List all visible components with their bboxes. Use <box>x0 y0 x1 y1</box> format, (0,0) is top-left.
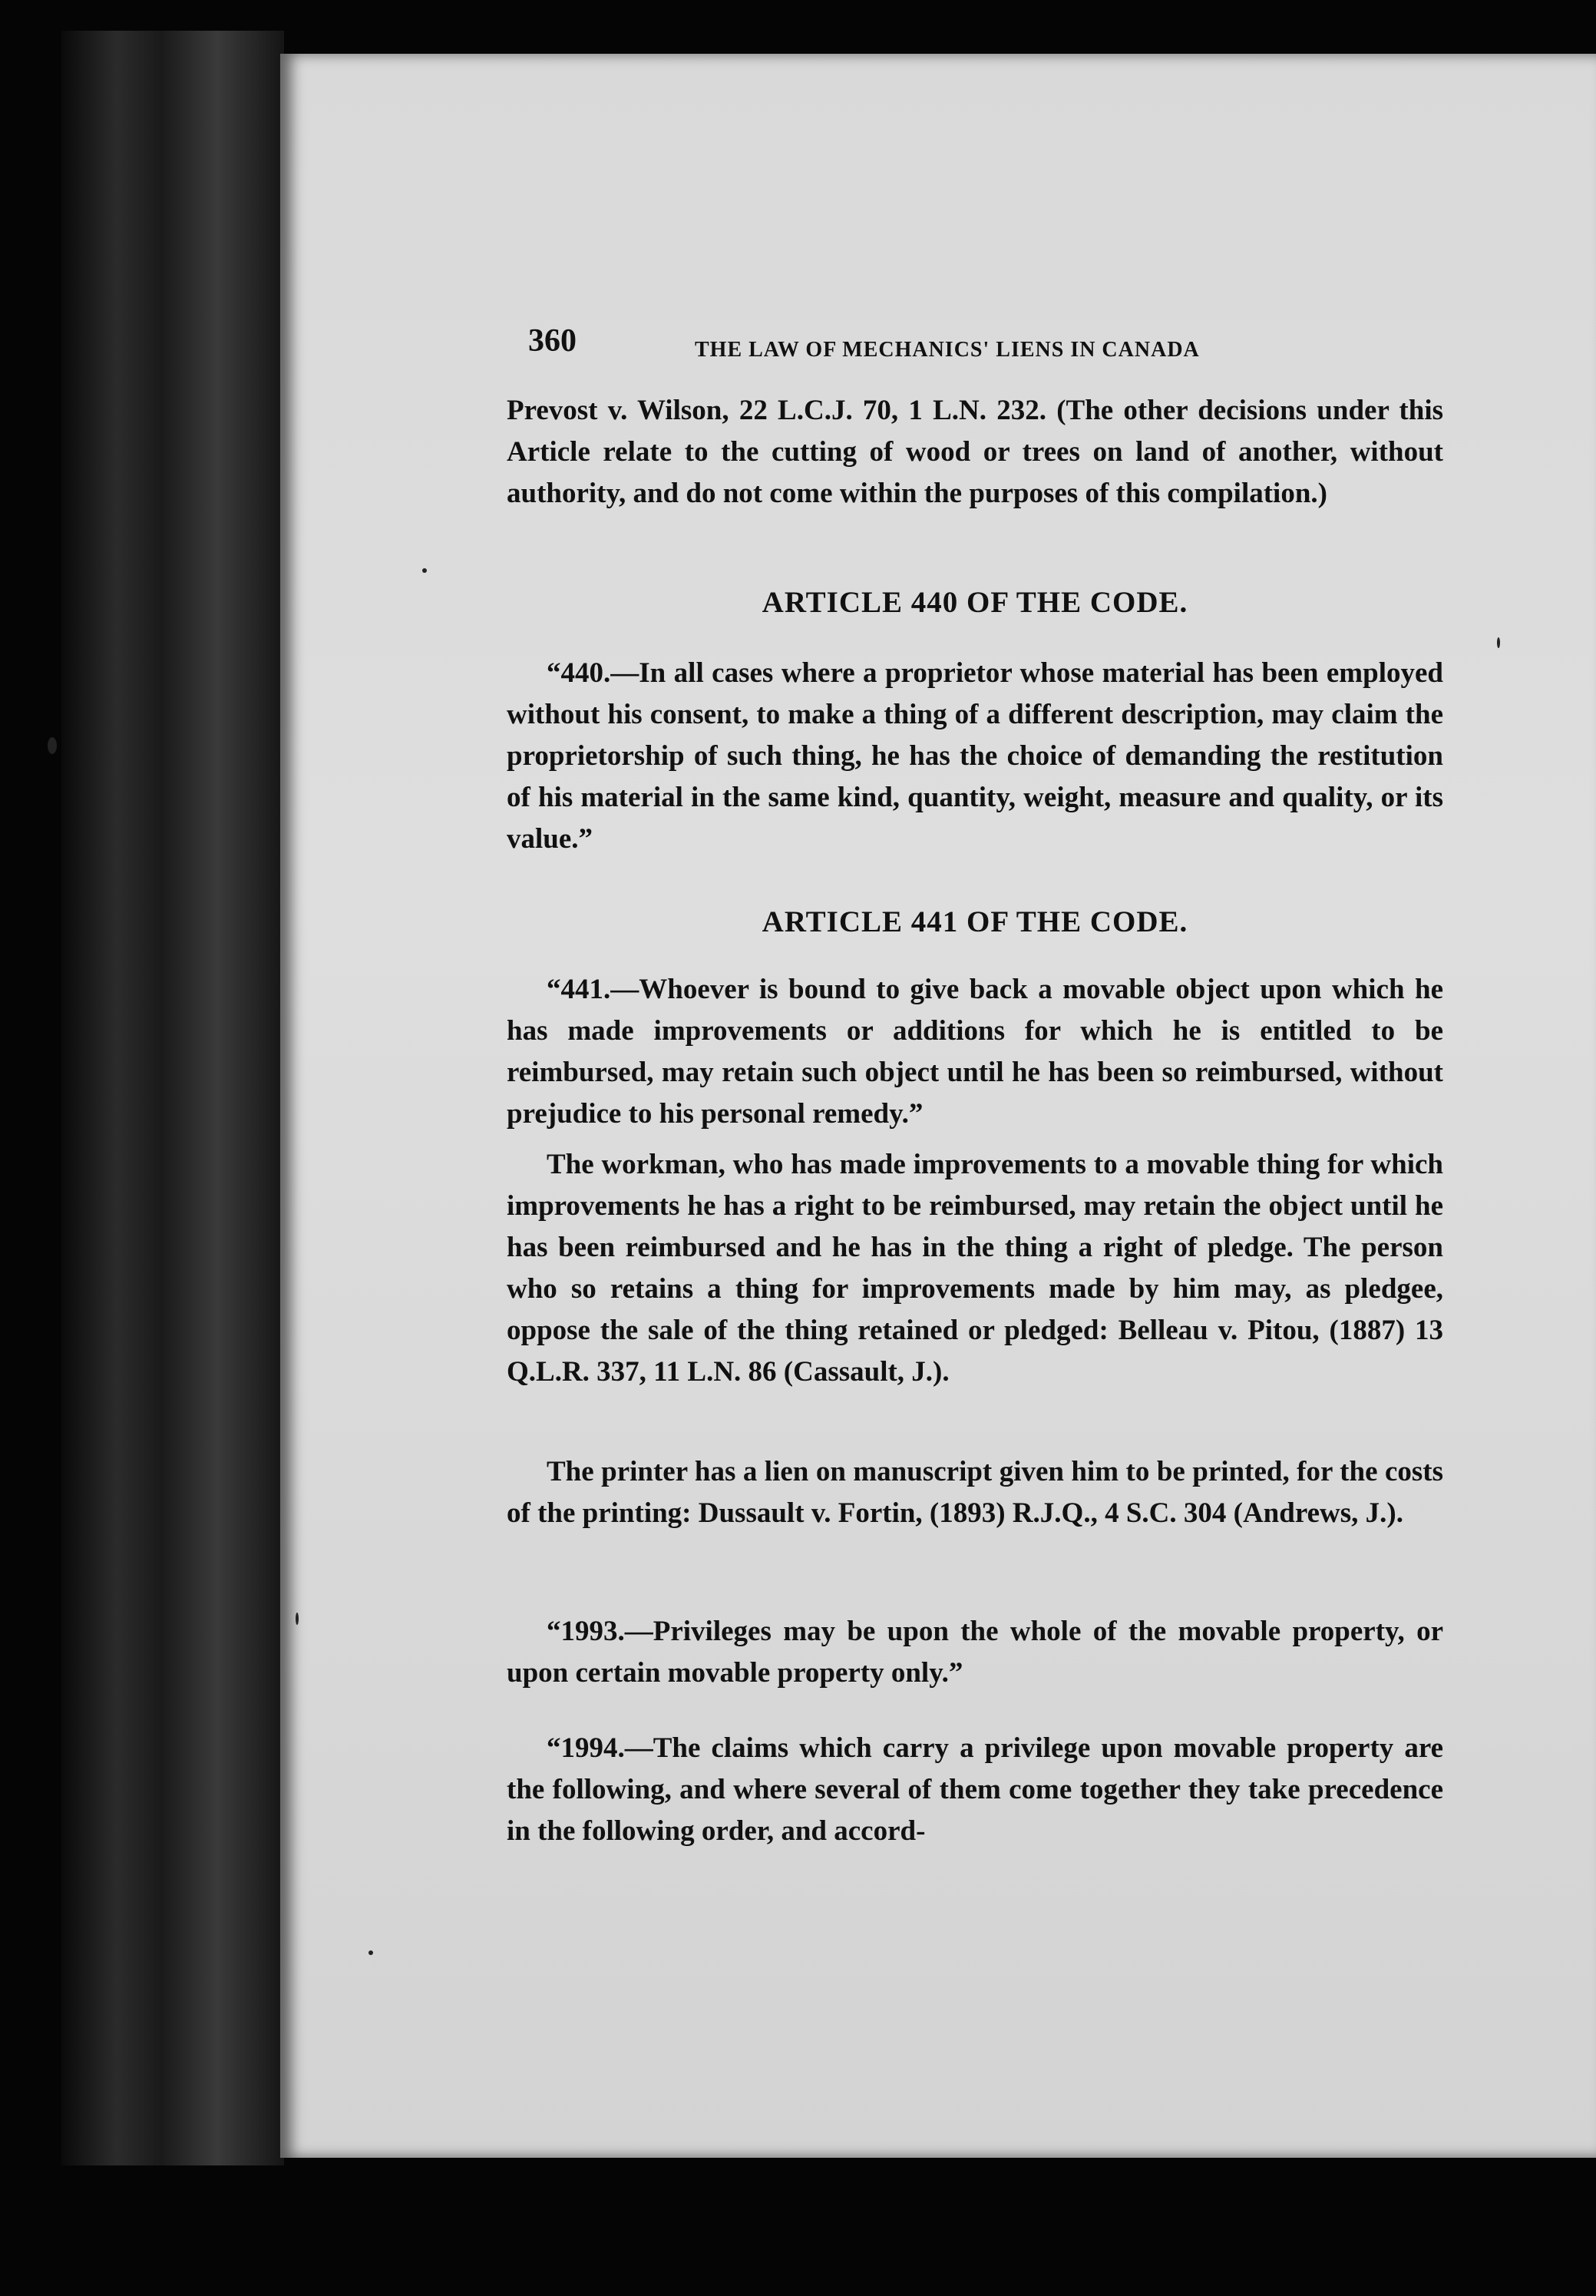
paragraph-workman-pledge: The workman, who has made improvements to a movable thing for which improvements he has a right to be reimbursed, may retain the object until he has been reimbursed and he has in the thing a right of pledge. The person who so retains a thing for improvements made by him may, as pledgee, oppose the sale of the thing retained or pledged: Belleau v. Pitou, (1887) 13 Q.L.R. 337, 11 L.N. 86 (Cassault, J.). <box>507 1149 1443 1388</box>
paragraph-prevost-wilson: Prevost v. Wilson, 22 L.C.J. 70, 1 L.N. 232. (The other decisions under this Article relate to the cutting of wood or trees on land of another, without authority, and do not come within the purposes of this compilation.) <box>507 395 1443 509</box>
paragraph-article-441: “441.—Whoever is bound to give back a movable object upon which he has made improvements or additions for which he is entitled to be reimbursed, may retain such object until he has been so reimbursed, without prejudice to his personal remedy.” <box>507 974 1443 1130</box>
scan-speck <box>1497 637 1500 648</box>
paragraph-article-440: “440.—In all cases where a proprietor whose material has been employed without his consent, to make a thing of a different description, may claim the proprietorship of such thing, he has the choice of demanding the restitution of his material in the same kind, quantity, weight, measure and quality, or its value.” <box>507 657 1443 855</box>
scan-speck <box>368 1950 373 1955</box>
heading-article-440: ARTICLE 440 OF THE CODE. <box>762 586 1188 619</box>
running-title: THE LAW OF MECHANICS' LIENS IN CANADA <box>695 338 1200 362</box>
scan-speck <box>422 568 427 573</box>
page-number: 360 <box>528 323 577 359</box>
heading-article-441: ARTICLE 441 OF THE CODE. <box>762 905 1188 938</box>
paragraph-article-1994: “1994.—The claims which carry a privilege upon movable property are the following, and where several of them come together they take precedence in the following order, and accord- <box>507 1732 1443 1847</box>
book-spine-shadow <box>61 31 284 2165</box>
scan-speck <box>48 737 57 754</box>
paragraph-article-1993: “1993.—Privileges may be upon the whole of the movable property, or upon certain movable property only.” <box>507 1616 1443 1689</box>
scan-speck <box>296 1613 299 1625</box>
paragraph-printer-lien: The printer has a lien on manuscript given him to be printed, for the costs of the printing: Dussault v. Fortin, (1893) R.J.Q., 4 S.C. 304 (Andrews, J.). <box>507 1456 1443 1529</box>
